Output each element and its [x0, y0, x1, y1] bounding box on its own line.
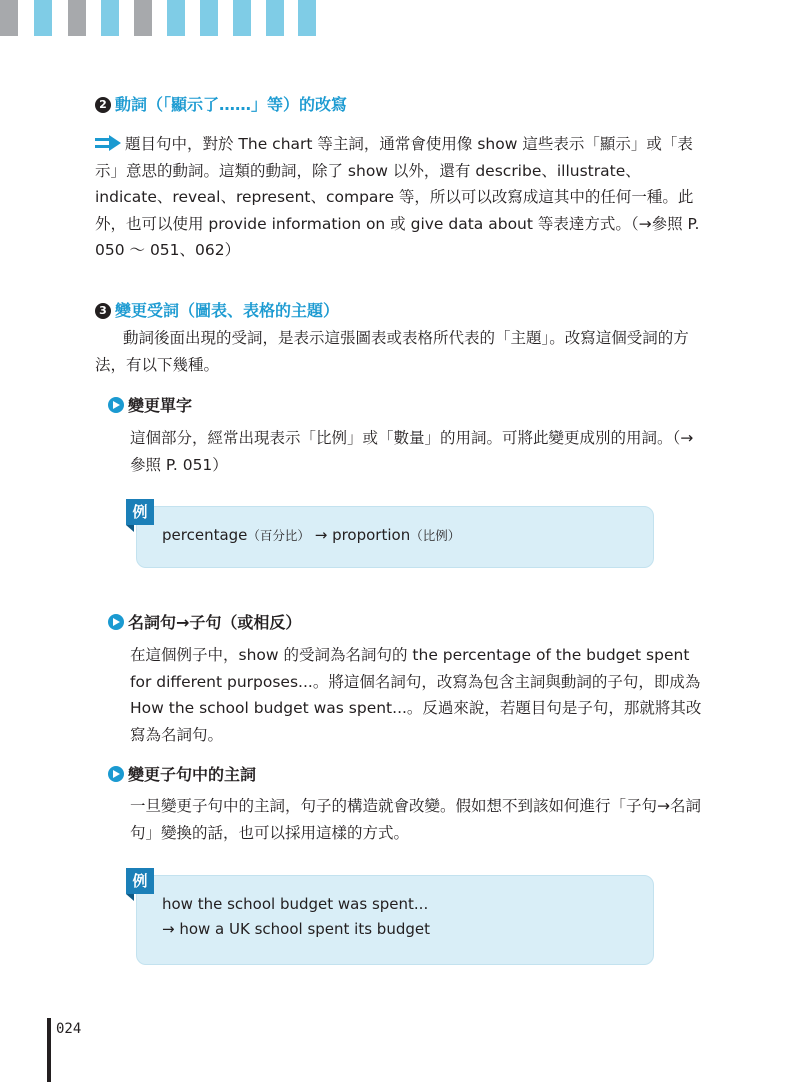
sub-2-title: 名詞句→子句（或相反） [128, 613, 302, 632]
bar-block [101, 0, 119, 36]
circle-arrow-icon [108, 766, 124, 782]
sub-3-heading [108, 764, 256, 786]
sub-3-text: 一旦變更子句中的主詞，句子的構造就會改變。假如想不到該如何進行「子句→名詞句」變換的話，也可以採用這樣的方式。 [130, 797, 701, 842]
bar-block [266, 0, 284, 36]
bar-block [233, 0, 251, 36]
bar-block [34, 0, 52, 36]
example-2-line-2: → how a UK school spent its budget [162, 920, 430, 938]
double-arrow-icon [95, 135, 121, 151]
example-word: proportion [332, 526, 411, 544]
bar-block [298, 0, 316, 36]
example-tag: 例 [126, 868, 154, 894]
section-3-intro: 動詞後面出現的受詞，是表示這張圖表或表格所代表的「主題」。改寫這個受詞的方法，有以下幾種。 [95, 329, 689, 374]
sub-3-title: 變更子句中的主詞 [128, 765, 257, 784]
bar-block [68, 0, 86, 36]
section-2-paragraph [95, 131, 709, 264]
section-number-badge: 2 [95, 97, 111, 113]
sub-1-text: 這個部分，經常出現表示「比例」或「數量」的用詞。可將此變更成別的用詞。（→參照 P. 051） [130, 429, 694, 474]
sub-2-heading [108, 612, 301, 634]
example-tag: 例 [126, 499, 154, 525]
bar-block [167, 0, 185, 36]
example-1-text [162, 523, 460, 548]
section-3-heading [95, 301, 339, 321]
section-3-title: 變更受詞（圖表、表格的主題） [115, 301, 340, 320]
example-gloss: （比例） [410, 528, 461, 543]
example-2-line-1: how the school budget was spent... [162, 895, 429, 913]
bar-block [134, 0, 152, 36]
section-number-badge: 3 [95, 303, 111, 319]
section-2-text: 題目句中，對於 The chart 等主詞，通常會使用像 show 這些表示「顯示」或「表示」意思的動詞。這類的動詞，除了 show 以外，還有 describe、illustrate、indicate、reveal、represent、compare 等，所以可以改寫成這其中的任何一種。此外，也可以使用 provide information on 或 give data about 等表達方式。（→參照 P. 050 ～ 051、062） [95, 135, 700, 259]
section-2-title: 動詞（「顯示了……」等）的改寫 [115, 95, 348, 114]
example-gloss: （百分比） [247, 528, 310, 543]
circle-arrow-icon [108, 397, 124, 413]
section-2-heading [95, 95, 347, 115]
bar-block [200, 0, 218, 36]
sub-2-text: 在這個例子中，show 的受詞為名詞句的 the percentage of the budget spent for different purposes...。將這個名詞句，改寫為包含主詞與動詞的子句，即成為 How the school budget was spent...。反過來說，若題目句是子句，那就將其改寫為名詞句。 [130, 646, 702, 744]
example-word: percentage [162, 526, 248, 544]
sub-1-heading [108, 395, 192, 417]
arrow-glyph: → [314, 526, 328, 544]
top-decorative-bar [0, 0, 320, 36]
circle-arrow-icon [108, 614, 124, 630]
page-number-bar [47, 1018, 51, 1082]
page-number: 024 [56, 1021, 82, 1037]
sub-1-title: 變更單字 [128, 396, 193, 415]
bar-block [0, 0, 18, 36]
